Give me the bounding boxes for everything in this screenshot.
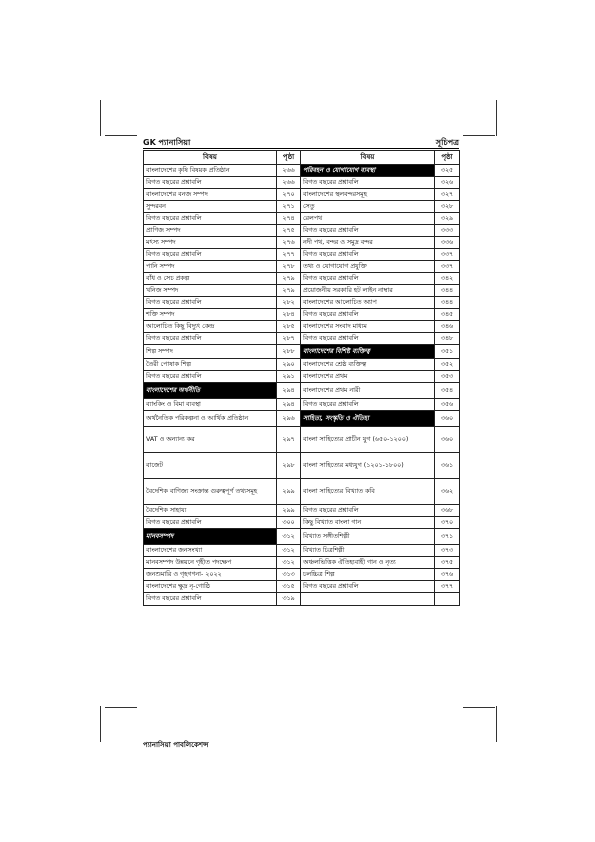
table-row (144, 333, 460, 345)
topic-cell: বাংলাদেশের শ্রেষ্ঠ ব্যক্তিত্ব (301, 359, 435, 371)
table-row (144, 557, 460, 569)
page-number-cell: ৩৪৪ (435, 297, 460, 309)
topic-cell: বিখ্যাত সঙ্গীতশিল্পী (301, 529, 435, 545)
page-number-cell: ৩৫৬ (435, 399, 460, 411)
table-row (144, 411, 460, 427)
topic-cell: বিগত বছরের প্রশ্নাবলি (144, 333, 277, 345)
crop-mark (496, 100, 497, 136)
page-number-cell: ৩৫৪ (435, 383, 460, 399)
contents-body (144, 165, 460, 606)
table-row (144, 581, 460, 593)
page-number-cell: ২৯৬ (277, 411, 301, 427)
page-number-cell: ২৯৪ (277, 383, 301, 399)
topic-cell: জনশুমারি ও গৃহগণনা- ২০২২ (144, 569, 277, 581)
crop-mark (496, 706, 497, 742)
topic-cell: বাংলাদেশের প্রথম (301, 371, 435, 383)
page-number-cell: ৩৪৬ (435, 321, 460, 333)
crop-mark (463, 135, 495, 136)
topic-cell (301, 593, 435, 606)
crop-mark (463, 707, 495, 708)
page-number-cell: ৩৩৬ (435, 237, 460, 249)
page-number-cell: ২৭১ (277, 201, 301, 213)
table-row (144, 189, 460, 201)
topic-cell: নদী পথ, বন্দর ও সমুদ্র বন্দর (301, 237, 435, 249)
topic-cell: কিছু বিখ্যাত বাংলা গান (301, 517, 435, 529)
page-number-cell: ৩৬০ (435, 427, 460, 453)
topic-cell: ব্যাংকিং ও বিমা ব্যবস্থা (144, 399, 277, 411)
page-number-cell: ২৯৯ (277, 505, 301, 517)
topic-cell: বিগত বছরের প্রশ্নাবলি (144, 517, 277, 529)
topic-cell: চলচ্চিত্র শিল্প (301, 569, 435, 581)
page-number-cell: ৩৬১ (435, 453, 460, 479)
table-row (144, 505, 460, 517)
page-number-cell: ৩৪৫ (435, 309, 460, 321)
topic-cell: অর্থনৈতিক পরিকল্পনা ও আর্থিক প্রতিষ্ঠান (144, 411, 277, 427)
topic-cell: বাংলাদেশের জনসংখ্যা (144, 545, 277, 557)
book-title: GK প্যানাসিয়া (143, 138, 191, 147)
page-number-cell: ২৯৭ (277, 427, 301, 453)
topic-cell: অঞ্চলভিত্তিক ঐতিহ্যবাহী গান ও নৃত্য (301, 557, 435, 569)
page-number-cell: ৩২৭ (435, 189, 460, 201)
topic-cell: বিগত বছরের প্রশ্নাবলি (301, 505, 435, 517)
topic-cell: বিগত বছরের প্রশ্নাবলি (144, 213, 277, 225)
table-row (144, 285, 460, 297)
topic-cell: বিগত বছরের প্রশ্নাবলি (144, 249, 277, 261)
page-number-cell: ২৯৪ (277, 399, 301, 411)
topic-cell: বিগত বছরের প্রশ্নাবলি (301, 581, 435, 593)
page-number-cell: ২৬৬ (277, 165, 301, 177)
contents-table (143, 150, 460, 606)
section-heading: মানবসম্পদ (144, 529, 277, 545)
crop-mark (100, 706, 101, 742)
page-number-cell: ৩৬৮ (435, 505, 460, 517)
table-header-row (144, 151, 460, 165)
section-heading: বাংলাদেশের বিশিষ্ট ব্যক্তিত্ব (301, 345, 435, 359)
topic-cell: বিগত বছরের প্রশ্নাবলি (144, 297, 277, 309)
topic-cell: শক্তি সম্পদ (144, 309, 277, 321)
table-row (144, 297, 460, 309)
page-number-cell: ৩১৫ (277, 581, 301, 593)
page-number-cell: ৩২৫ (435, 165, 460, 177)
table-row (144, 399, 460, 411)
page-number-cell: ২৭০ (277, 189, 301, 201)
page-number-cell: ৩১৯ (277, 593, 301, 606)
topic-cell: বিগত বছরের প্রশ্নাবলি (144, 593, 277, 606)
topic-cell: বৈদেশিক সাহায্য (144, 505, 277, 517)
topic-cell: তথ্য ও যোগাযোগ প্রযুক্তি (301, 261, 435, 273)
topic-cell: বিগত বছরের প্রশ্নাবলি (301, 249, 435, 261)
table-row (144, 371, 460, 383)
header-rule (143, 148, 459, 149)
page-number-cell: ৩২৬ (435, 177, 460, 189)
page-number-cell: ২৮২ (277, 297, 301, 309)
table-row (144, 345, 460, 359)
table-row (144, 225, 460, 237)
page-number-cell: ৩১২ (277, 529, 301, 545)
topic-cell: বাংলা সাহিত্যের মধ্যযুগ (১২০১-১৮০০) (301, 453, 435, 479)
topic-cell: তৈরী পোষাক শিল্প (144, 359, 277, 371)
topic-cell: প্রাণিজ সম্পদ (144, 225, 277, 237)
page-number-cell: ৩৬০ (435, 411, 460, 427)
table-row (144, 529, 460, 545)
table-row (144, 201, 460, 213)
table-row (144, 517, 460, 529)
section-heading: পরিবহন ও যোগাযোগ ব্যবস্থা (301, 165, 435, 177)
topic-cell: বিগত বছরের প্রশ্নাবলি (301, 309, 435, 321)
page-column-header: পৃষ্ঠা (277, 151, 301, 165)
topic-cell: বাংলাদেশের আলোচিত অ্যাপ (301, 297, 435, 309)
page-number-cell: ২৭৭ (277, 249, 301, 261)
table-row (144, 249, 460, 261)
topic-cell: বিগত বছরের প্রশ্নাবলি (144, 177, 277, 189)
table-row (144, 237, 460, 249)
table-row (144, 593, 460, 606)
table-row (144, 309, 460, 321)
table-row (144, 261, 460, 273)
page-number-cell: ৩৫৩ (435, 371, 460, 383)
topic-cell: বাংলা সাহিত্যের প্রাচীন যুগ (৬৫০-১২০০) (301, 427, 435, 453)
page-number-cell: ৩৭৭ (435, 581, 460, 593)
table-row (144, 479, 460, 505)
table-row (144, 545, 460, 557)
section-title: সূচিপত্র (435, 138, 459, 147)
topic-cell: মৎস্য সম্পদ (144, 237, 277, 249)
topic-column-header: বিষয় (301, 151, 435, 165)
page-number-cell: ২৮৫ (277, 321, 301, 333)
topic-cell: বিগত বছরের প্রশ্নাবলি (301, 399, 435, 411)
page-number-cell: ৩৪৪ (435, 285, 460, 297)
topic-cell: বাংলাদেশের প্রথম নারী (301, 383, 435, 399)
page-number-cell (435, 593, 460, 606)
publisher-footer: প্যানাসিয়া পাবলিকেশন্স (143, 741, 209, 749)
topic-cell: বাঁধ ও সেচ প্রকল্প (144, 273, 277, 285)
topic-cell: বাংলাদেশের বনজ সম্পদ (144, 189, 277, 201)
topic-cell: বাজেট (144, 453, 277, 479)
table-row (144, 569, 460, 581)
page-number-cell: ৩৭৬ (435, 569, 460, 581)
table-row (144, 453, 460, 479)
page-number-cell: ২৯০ (277, 359, 301, 371)
page-number-cell: ২৭৮ (277, 261, 301, 273)
table-row (144, 177, 460, 189)
crop-mark (100, 100, 101, 136)
topic-cell: বিগত বছরের প্রশ্নাবলি (301, 273, 435, 285)
topic-cell: বিখ্যাত চিত্রশিল্পী (301, 545, 435, 557)
page-number-cell: ৩৪২ (435, 273, 460, 285)
topic-cell: বাংলাদেশের ক্ষুদ্র নৃ-গোষ্ঠি (144, 581, 277, 593)
topic-cell: বিগত বছরের প্রশ্নাবলি (301, 333, 435, 345)
topic-cell: বিগত বছরের প্রশ্নাবলি (301, 225, 435, 237)
topic-cell: সুন্দরবন (144, 201, 277, 213)
table-row (144, 321, 460, 333)
page-number-cell: ২৮৭ (277, 333, 301, 345)
topic-cell: রেলপথ (301, 213, 435, 225)
page-number-cell: ৩৩৩ (435, 225, 460, 237)
page-number-cell: ৩৬২ (435, 479, 460, 505)
topic-cell: প্রয়োজনীয় সরকারি হট লাইন নাম্বার (301, 285, 435, 297)
page-number-cell: ৩৭৩ (435, 545, 460, 557)
table-row (144, 273, 460, 285)
page-number-cell: ৩৭১ (435, 529, 460, 545)
page-number-cell: ৩১৩ (277, 569, 301, 581)
topic-cell: শিল্প সম্পদ (144, 345, 277, 359)
page-number-cell: ২৮৮ (277, 345, 301, 359)
page-number-cell: ২৭৫ (277, 225, 301, 237)
topic-cell: পানি সম্পদ (144, 261, 277, 273)
crop-mark (105, 707, 137, 708)
page-number-cell: ২৭৪ (277, 213, 301, 225)
topic-cell: বাংলাদেশের কৃষি বিষয়ক প্রতিষ্ঠান (144, 165, 277, 177)
page-number-cell: ৩২৯ (435, 213, 460, 225)
page-number-cell: ৩৩৭ (435, 249, 460, 261)
page-number-cell: ৩৩৭ (435, 261, 460, 273)
page-number-cell: ৩১২ (277, 545, 301, 557)
page-number-cell: ৩৭০ (435, 517, 460, 529)
page-number-cell: ২৯১ (277, 371, 301, 383)
table-row (144, 427, 460, 453)
page-number-cell: ৩৫১ (435, 345, 460, 359)
page-number-cell: ৩৫২ (435, 359, 460, 371)
page-number-cell: ২৭৯ (277, 273, 301, 285)
topic-cell: মানবসম্পদ উন্নয়নে গৃহীত পদক্ষেপ (144, 557, 277, 569)
page-number-cell: ২৬৬ (277, 177, 301, 189)
topic-cell: বাংলাদেশের স্থলবন্দরসমূহ (301, 189, 435, 201)
topic-cell: বিগত বছরের প্রশ্নাবলি (301, 177, 435, 189)
page-column-header: পৃষ্ঠা (435, 151, 460, 165)
section-heading: বাংলাদেশের অর্থনীতি (144, 383, 277, 399)
table-row (144, 213, 460, 225)
page-number-cell: ২৯৮ (277, 453, 301, 479)
topic-cell: বাংলা সাহিত্যের বিখ্যাত কবি (301, 479, 435, 505)
topic-cell: VAT ও অন্যান্য কর (144, 427, 277, 453)
topic-cell: বিগত বছরের প্রশ্নাবলি (144, 371, 277, 383)
topic-cell: আলোচিত কিছু বিদ্যুৎ কেন্দ্র (144, 321, 277, 333)
page-number-cell: ২৯৯ (277, 479, 301, 505)
page-number-cell: ২৭৯ (277, 285, 301, 297)
table-row (144, 359, 460, 371)
table-row (144, 165, 460, 177)
page-number-cell: ৩৪৮ (435, 333, 460, 345)
topic-cell: বাংলাদেশের সংবাদ মাধ্যম (301, 321, 435, 333)
page-number-cell: ২৮৪ (277, 309, 301, 321)
topic-cell: খনিজ সম্পদ (144, 285, 277, 297)
page-number-cell: ৩২৮ (435, 201, 460, 213)
section-heading: সাহিত্য, সংস্কৃতি ও ঐতিহ্য (301, 411, 435, 427)
table-row (144, 383, 460, 399)
topic-cell: বৈদেশিক বাণিজ্য সংক্রান্ত গুরুত্বপূর্ণ তথ্যসমূহ (144, 479, 277, 505)
topic-column-header: বিষয় (144, 151, 277, 165)
crop-mark (105, 135, 137, 136)
page-number-cell: ২৭৬ (277, 237, 301, 249)
page-number-cell: ৩৭৫ (435, 557, 460, 569)
page-number-cell: ৩০০ (277, 517, 301, 529)
topic-cell: সেতু (301, 201, 435, 213)
page-number-cell: ৩১২ (277, 557, 301, 569)
